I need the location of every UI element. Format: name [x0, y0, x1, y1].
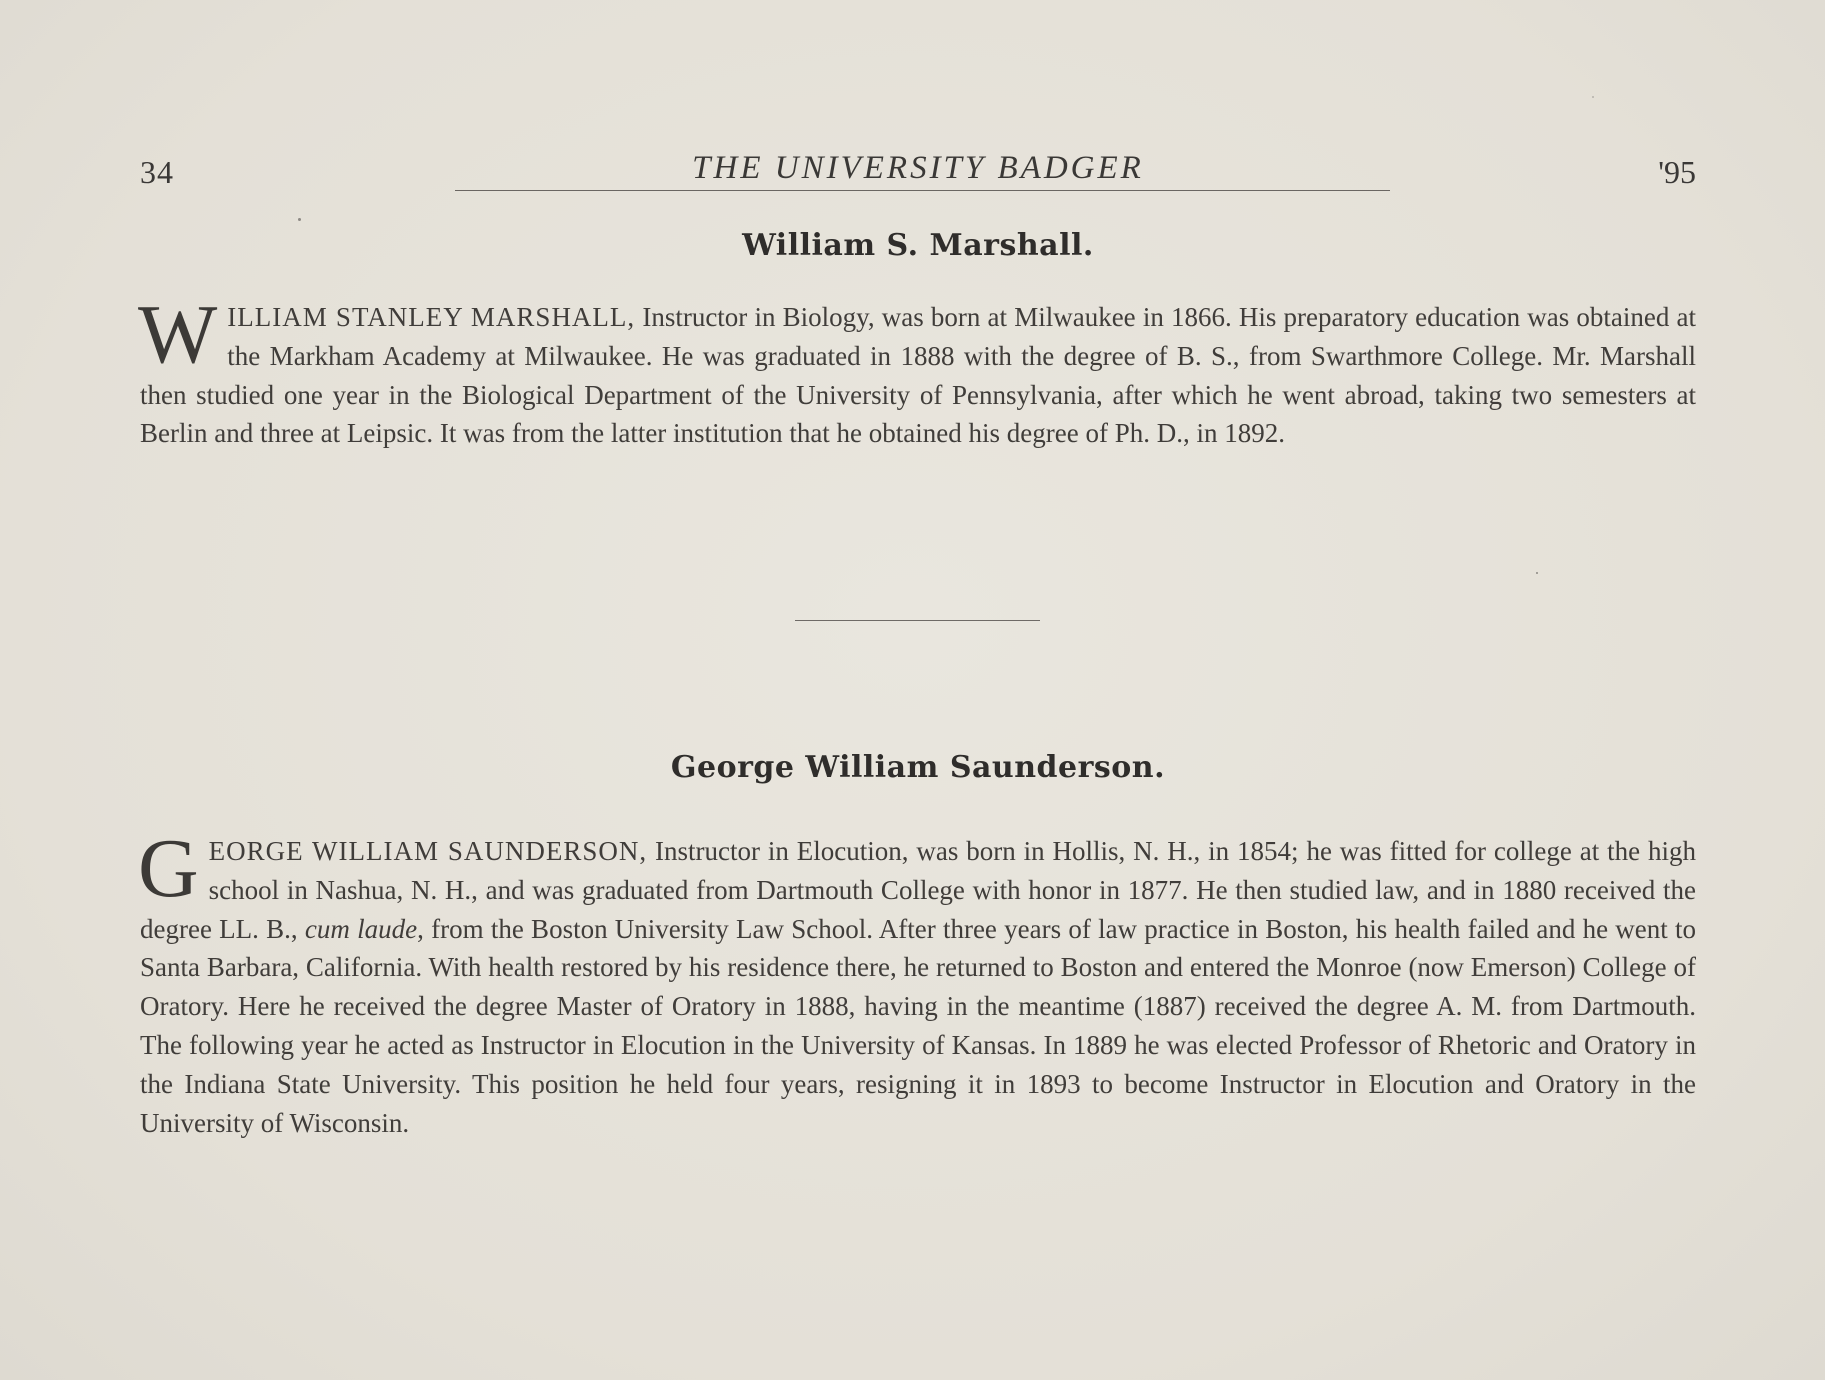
- running-title: THE UNIVERSITY BADGER: [692, 150, 1144, 186]
- bio-paragraph-saunderson: [138, 822, 1697, 1142]
- header-rule: [455, 190, 1390, 191]
- bio-italic-phrase: cum laude: [304, 913, 418, 944]
- drop-cap: G: [138, 822, 199, 915]
- paper-speck: [1536, 572, 1538, 574]
- running-head: [140, 150, 1696, 200]
- bio-paragraph-marshall: [138, 288, 1696, 453]
- page-number: 34: [140, 154, 174, 190]
- section-heading-saunderson: George William Saunderson.: [670, 750, 1166, 785]
- class-year: '95: [1658, 154, 1696, 190]
- drop-cap: W: [138, 288, 218, 381]
- section-heading-marshall: William S. Marshall.: [742, 228, 1094, 263]
- bio-text: , from the Boston University Law School. After three years of law practice in Boston, his health failed and he went to Santa Barbara, California. With health restored by his residence there, he returned to Boston and entered the Monroe (now Emerson) College of Oratory. Here he received the degree Master of Oratory in 1888, having in the meantime (1887) received the degree A. M. from Dartmouth. The following year he acted as Instructor in Elocution in the University of Kansas. In 1889 he was elected Professor of Rhetoric and Oratory in the Indiana State University. This position he held four years, resigning it in 1893 to become Instructor in Elocution and Oratory in the University of Wisconsin.: [140, 913, 1697, 1138]
- bio-text: Instructor in Biology, was born at Milwaukee in 1866. His preparatory education was obtained at the Markham Academy at Milwaukee. He was graduated in 1888 with the degree of B. S., from Swarthmore College. Mr. Marshall then studied one year in the Biological Department of the University of Pennsylvania, after which he went abroad, taking two semesters at Berlin and three at Leipsic. It was from the latter institution that he obtained his degree of Ph. D., in 1892.: [140, 302, 1696, 449]
- bio-opening-words: ILLIAM STANLEY MARSHALL,: [227, 302, 636, 332]
- section-divider: [795, 620, 1040, 621]
- paper-speck: [1592, 96, 1594, 98]
- paper-speck: [298, 218, 301, 221]
- bio-opening-words: EORGE WILLIAM SAUNDERSON,: [208, 836, 648, 866]
- bio-text: Instructor in Elocution, was born in Hollis, N. H., in 1854; he was fitted for college at the high school in Nashua, N. H., and was graduated from Dartmouth College with honor in 1877. He then studied law, and in 1880 received the degree LL. B.,: [140, 836, 1696, 944]
